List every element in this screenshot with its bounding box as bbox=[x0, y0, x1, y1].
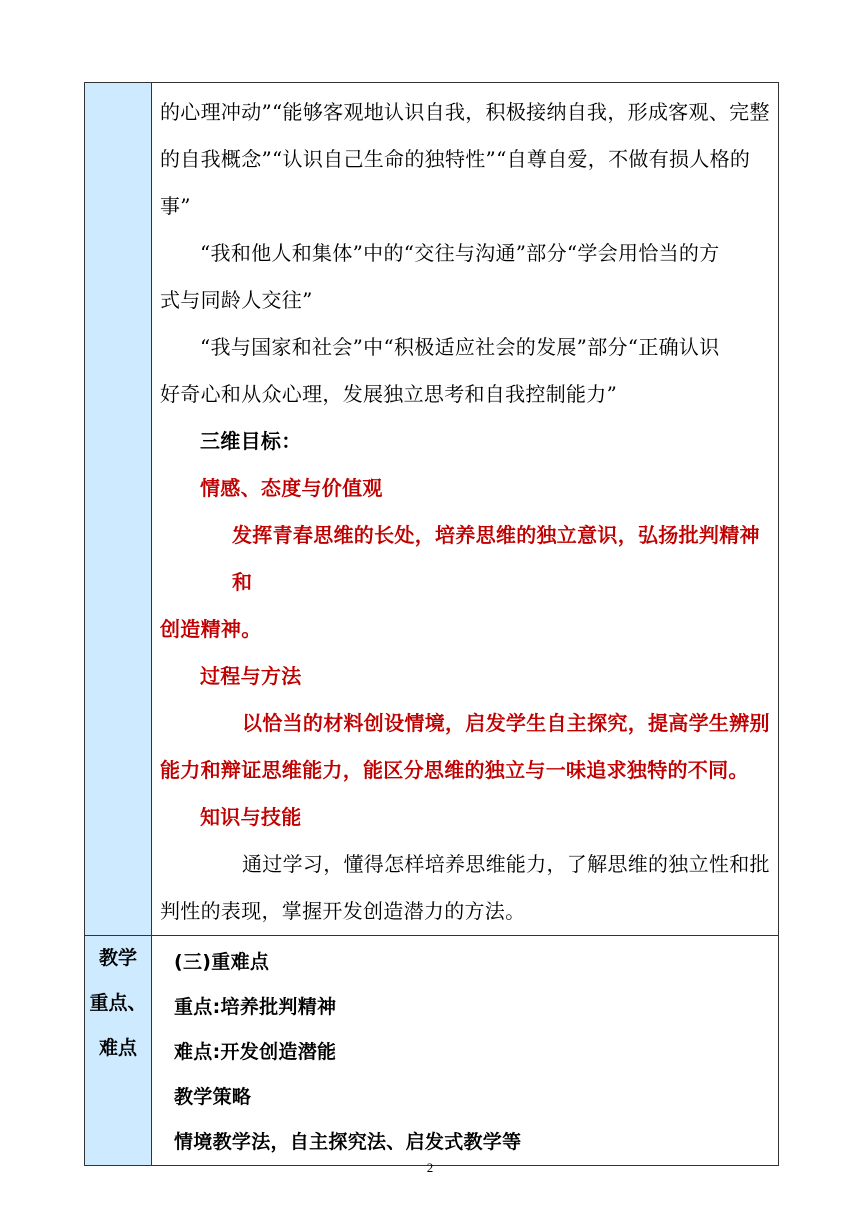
strategy-heading: 教学策略 bbox=[174, 1086, 252, 1108]
row-label-empty bbox=[85, 83, 152, 936]
process-heading: 过程与方法 bbox=[200, 664, 302, 688]
label-line: 难点 bbox=[98, 1037, 137, 1059]
key-points-heading: (三)重难点 bbox=[174, 951, 270, 973]
text-line: 的心理冲动”“能够客观地认识自我，积极接纳自我，形成客观、完整 bbox=[160, 100, 770, 124]
process-body: 以恰当的材料创设情境，启发学生自主探究，提高学生辨别 bbox=[242, 711, 770, 735]
lesson-plan-table bbox=[84, 82, 779, 1166]
text-line: 好奇心和从众心理，发展独立思考和自我控制能力” bbox=[160, 382, 618, 406]
knowledge-heading: 知识与技能 bbox=[200, 805, 302, 829]
emotion-heading: 情感、态度与价值观 bbox=[200, 476, 383, 500]
text-line: 的自我概念”“认识自己生命的独特性”“自尊自爱，不做有损人格的 bbox=[160, 147, 751, 171]
row-label-key-points bbox=[85, 936, 152, 1166]
key-points-cell bbox=[152, 936, 779, 1166]
process-body: 能力和辩证思维能力，能区分思维的独立与一味追求独特的不同。 bbox=[160, 758, 749, 782]
key-points-row bbox=[85, 936, 779, 1166]
key-point: 重点:培养批判精神 bbox=[174, 996, 337, 1018]
strategy-body: 情境教学法，自主探究法、启发式教学等 bbox=[174, 1131, 522, 1153]
page-number: 2 bbox=[426, 1160, 434, 1175]
difficulty: 难点:开发创造潜能 bbox=[174, 1041, 337, 1063]
knowledge-body: 通过学习，懂得怎样培养思维能力，了解思维的独立性和批 bbox=[242, 852, 770, 876]
text-line: “我与国家和社会”中“积极适应社会的发展”部分“正确认识 bbox=[200, 335, 720, 359]
objectives-cell bbox=[152, 83, 779, 936]
label-line: 重点、 bbox=[89, 992, 147, 1014]
emotion-body: 创造精神。 bbox=[160, 617, 262, 641]
text-line: 式与同龄人交往” bbox=[160, 288, 313, 312]
text-line: “我和他人和集体”中的“交往与沟通”部分“学会用恰当的方 bbox=[200, 241, 720, 265]
three-goals-heading: 三维目标： bbox=[200, 429, 302, 453]
emotion-body: 发挥青春思维的长处，培养思维的独立意识，弘扬批判精神和 bbox=[232, 523, 760, 594]
objectives-row bbox=[85, 83, 779, 936]
knowledge-body: 判性的表现，掌握开发创造潜力的方法。 bbox=[160, 899, 526, 923]
label-line: 教学 bbox=[98, 947, 137, 969]
text-line: 事” bbox=[160, 194, 191, 218]
